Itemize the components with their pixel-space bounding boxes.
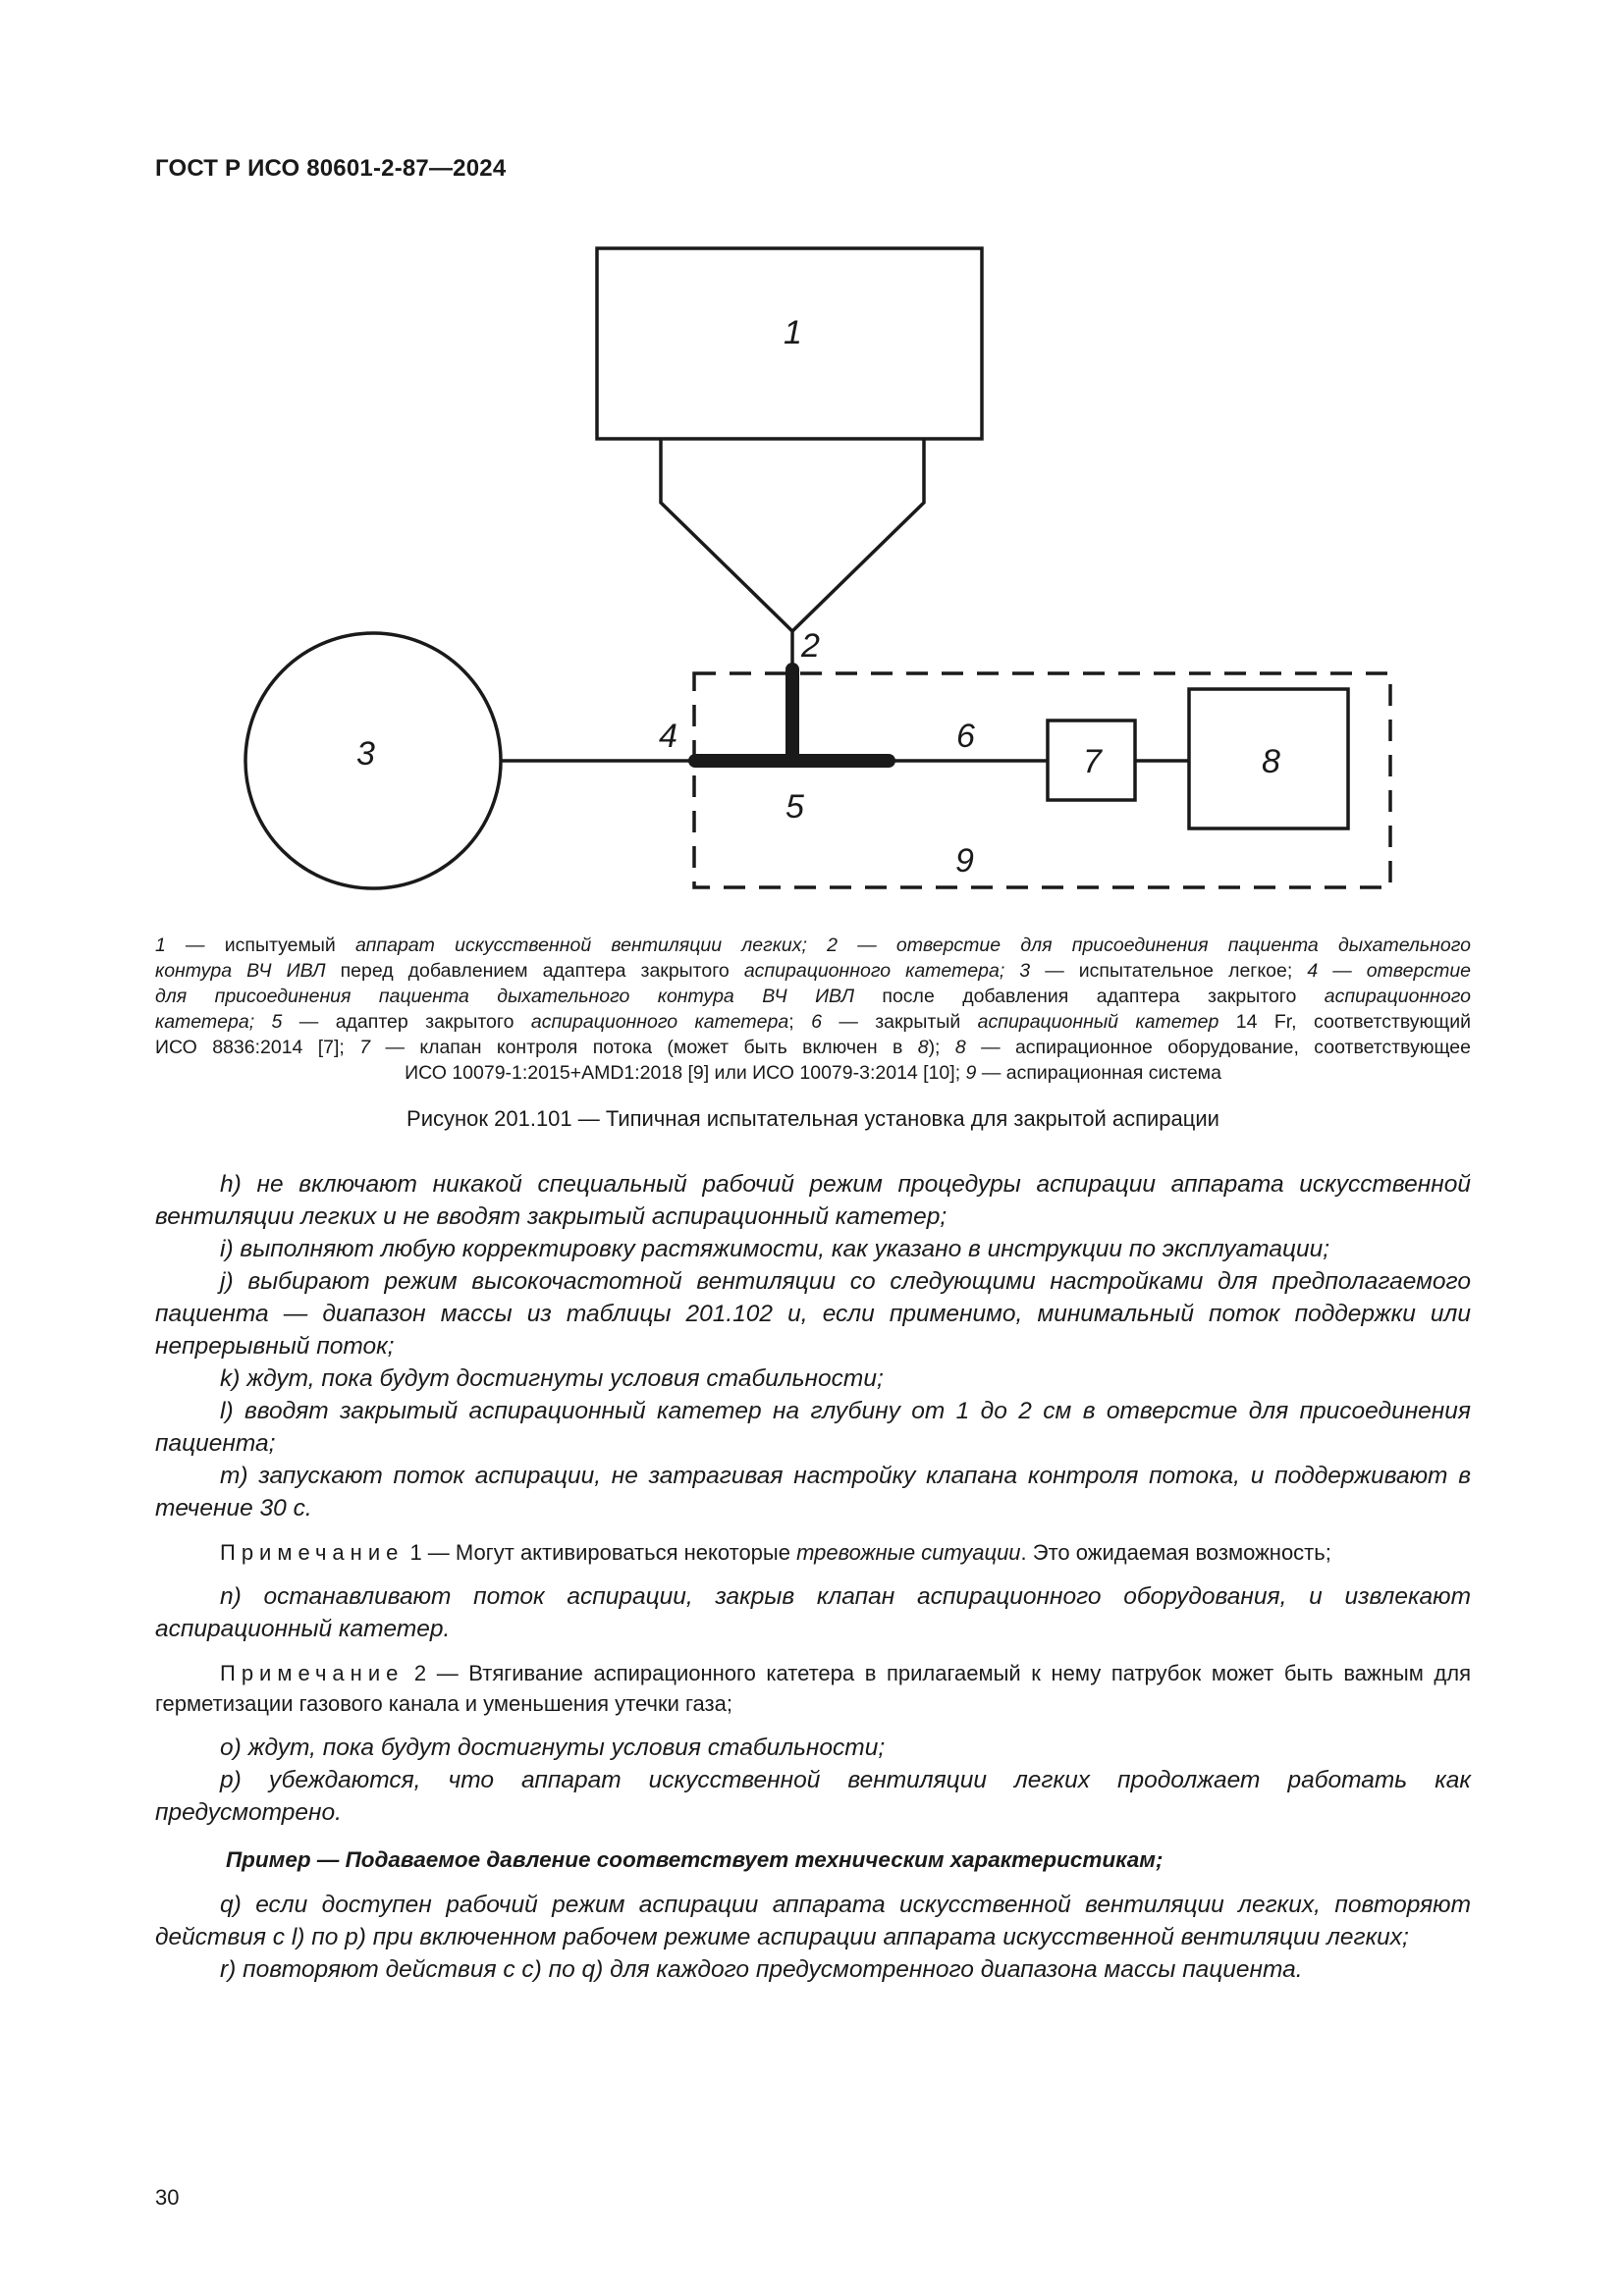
label-1: 1 [784,314,802,351]
label-9: 9 [955,842,974,880]
step-m: m) запускают поток аспирации, не затрагивая настройку клапана контроля потока, и поддерживают в течение 30 с. [155,1463,1471,1522]
legend-line: для присоединения пациента дыхательного контура ВЧ ИВЛ после добавления адаптера закрытого аспирационного [155,986,1471,1007]
figure-caption: Рисунок 201.101 — Типичная испытательная установка для закрытой аспирации [406,1106,1219,1131]
step-h: h) не включают никакой специальный рабочий режим процедуры аспирации аппарата искусственной вентиляции легких и не вводят закрытый аспирационный катетер; [155,1171,1471,1230]
note-1-label: Примечание [220,1540,405,1565]
step-j: j) выбирают режим высокочастотной вентиляции со следующими настройками для предполагаемого пациента — диапазон массы из таблицы 201.102 и, если применимо, минимальный поток поддержки или непрерывный поток; [155,1268,1471,1360]
label-4: 4 [659,718,677,755]
legend-line: 1 — испытуемый аппарат искусственной вентиляции легких; 2 — отверстие для присоединения пациента дыхательного [155,934,1471,956]
note-2: Примечание 2 — Втягивание аспирационного катетера в прилагаемый к нему патрубок может быть важным для герметизации газового канала и уменьшения утечки газа; [155,1661,1471,1716]
step-i: i) выполняют любую корректировку растяжимости, как указано в инструкции по эксплуатации; [220,1236,1330,1262]
note-2-label: Примечание [220,1661,405,1685]
note-1: Примечание 1 — Могут активироваться некоторые тревожные ситуации. Это ожидаемая возможность; [220,1540,1331,1565]
label-7: 7 [1083,743,1102,780]
legend-line: катетера; 5 — адаптер закрытого аспирационного катетера; 6 — закрытый аспирационный катетер 14 Fr, соответствующий [155,1011,1472,1033]
label-6: 6 [956,718,975,755]
example-note: Пример — Подаваемое давление соответствует техническим характеристикам; [226,1847,1164,1872]
test-setup-diagram [0,0,1624,923]
step-k: k) ждут, пока будут достигнуты условия стабильности; [220,1365,884,1392]
label-5: 5 [785,788,804,826]
legend-line: ИСО 10079-1:2015+AMD1:2018 [9] или ИСО 10079-3:2014 [10]; 9 — аспирационная система [405,1062,1221,1084]
legend-line: ИСО 8836:2014 [7]; 7 — клапан контроля потока (может быть включен в 8); 8 — аспирационное оборудование, соответствующее [155,1037,1471,1058]
label-3: 3 [356,735,375,773]
page-number: 30 [155,2185,180,2210]
step-q: q) если доступен рабочий режим аспирации аппарата искусственной вентиляции легких, повторяют действия с l) по p) при включенном рабочем режиме аспирации аппарата искусственной вентиляции легких; [155,1892,1471,1950]
figure-legend [155,933,1471,1086]
ventilator-funnel [661,439,924,631]
label-2: 2 [801,627,820,665]
step-n: n) останавливают поток аспирации, закрыв клапан аспирационного оборудования, и извлекают аспирационный катетер. [155,1583,1471,1642]
procedure-text [155,1168,1471,1986]
step-r: r) повторяют действия с c) по q) для каждого предусмотренного диапазона массы пациента. [220,1956,1303,1983]
step-p: p) убеждаются, что аппарат искусственной вентиляции легких продолжает работать как предусмотрено. [155,1767,1471,1826]
legend-line: контура ВЧ ИВЛ перед добавлением адаптера закрытого аспирационного катетера; 3 — испытательное легкое; 4 — отверстие [155,960,1472,982]
step-l: l) вводят закрытый аспирационный катетер на глубину от 1 до 2 см в отверстие для присоединения пациента; [155,1398,1471,1457]
label-8: 8 [1262,743,1280,780]
document-header: ГОСТ Р ИСО 80601-2-87—2024 [155,155,507,182]
step-o: o) ждут, пока будут достигнуты условия стабильности; [220,1735,886,1761]
